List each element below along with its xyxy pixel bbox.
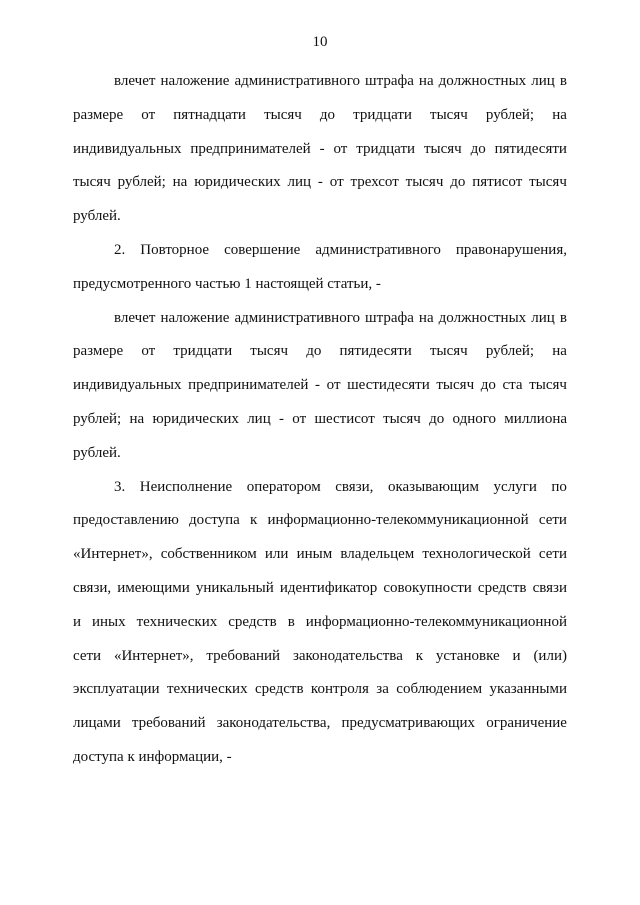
paragraph-repeat-offense xyxy=(73,234,567,302)
word: тысяч xyxy=(264,106,302,123)
word: трехсот xyxy=(350,174,399,191)
word: юридических xyxy=(194,174,281,191)
word: «Интернет», xyxy=(73,546,153,563)
text-line: предусмотренного частью 1 настоящей статьи, - xyxy=(73,275,381,292)
word: размере xyxy=(73,343,124,360)
word: от xyxy=(141,106,156,123)
word: средств xyxy=(477,579,527,596)
word: в xyxy=(287,613,295,630)
text-line xyxy=(73,234,567,268)
word: пятисот xyxy=(472,174,523,191)
word: влечет xyxy=(114,309,156,326)
word: оператором xyxy=(246,478,321,495)
word: на xyxy=(418,73,434,89)
word: оказывающим xyxy=(387,478,479,495)
word: «Интернет», xyxy=(113,647,194,664)
text-line xyxy=(73,302,567,336)
word: на xyxy=(129,410,145,427)
text-line xyxy=(73,471,567,505)
word: иным xyxy=(296,546,333,563)
word: на xyxy=(552,343,567,360)
word: законодательства xyxy=(292,647,403,664)
word: контроля xyxy=(310,681,369,698)
word: до xyxy=(429,410,445,427)
word: законодательства, xyxy=(216,715,331,732)
page-number: 10 xyxy=(312,34,328,50)
word: эксплуатации xyxy=(73,681,160,698)
word: пятидесяти xyxy=(494,140,567,157)
word: рублей; xyxy=(485,343,535,360)
text-line: рублей. xyxy=(73,444,121,461)
text-line xyxy=(73,504,567,538)
word: шестидесяти xyxy=(347,377,430,394)
word: средств xyxy=(254,681,304,698)
word: до xyxy=(319,106,336,123)
word: пятидесяти xyxy=(339,343,412,360)
word: на xyxy=(552,106,567,123)
word: к xyxy=(415,647,424,664)
text-line: доступа к информации, - xyxy=(73,748,232,765)
word: тысяч xyxy=(436,377,475,394)
word: связи xyxy=(532,579,567,596)
text-line xyxy=(73,99,567,133)
word: и xyxy=(73,613,82,630)
word: лицами xyxy=(73,715,121,732)
word: сети xyxy=(538,512,567,529)
text-line xyxy=(73,369,567,403)
word: и xyxy=(512,647,521,664)
word: - xyxy=(317,174,323,191)
word: индивидуальных xyxy=(73,140,182,157)
word: средств xyxy=(228,613,277,630)
word: на xyxy=(172,174,188,191)
paragraph-operator-noncompliance xyxy=(73,471,567,775)
word: размере xyxy=(73,106,124,123)
word: тридцати xyxy=(173,343,233,360)
word: от xyxy=(292,410,307,427)
word: тридцати xyxy=(353,106,412,123)
word: технических xyxy=(136,613,218,630)
word: штрафа xyxy=(365,73,414,89)
word: требований xyxy=(206,647,281,664)
text-line xyxy=(73,640,567,674)
word: до xyxy=(470,140,486,157)
word: владельцем xyxy=(340,546,415,563)
word: требований xyxy=(131,715,206,732)
word: установке xyxy=(435,647,500,664)
word: тысяч xyxy=(529,377,567,394)
word: - xyxy=(315,377,321,394)
word: должностных xyxy=(438,73,527,89)
word: - xyxy=(279,410,285,427)
word: или xyxy=(264,546,289,563)
word: предусматривающих xyxy=(341,715,476,732)
word: лиц xyxy=(247,410,271,427)
word: связи, xyxy=(73,579,112,596)
word: лиц xyxy=(531,73,555,89)
word: наложение xyxy=(160,73,230,89)
word: технологической xyxy=(422,546,531,563)
word: совокупности xyxy=(383,579,472,596)
word: административного xyxy=(234,73,360,89)
text-line xyxy=(73,65,567,99)
text-line: рублей. xyxy=(73,208,121,225)
text-line xyxy=(73,606,567,640)
word: 3. xyxy=(114,478,126,495)
word: Повторное xyxy=(140,241,210,258)
word: административного xyxy=(234,309,360,326)
document-body xyxy=(73,65,567,775)
word: рублей; xyxy=(485,106,535,123)
word: в xyxy=(559,309,567,326)
word: технических xyxy=(166,681,248,698)
word: от xyxy=(141,343,156,360)
word: от xyxy=(326,377,341,394)
word: тысяч xyxy=(383,410,421,427)
word: информационно-телекоммуникационной xyxy=(305,613,567,630)
word: предпринимателей xyxy=(190,140,311,157)
paragraph-penalty-officials xyxy=(73,65,567,234)
word: юридических xyxy=(152,410,239,427)
word: правонарушения, xyxy=(455,241,567,258)
word: 2. xyxy=(114,241,126,258)
word: идентификатор xyxy=(279,579,378,596)
word: (или) xyxy=(533,647,567,664)
word: указанными xyxy=(489,681,567,698)
word: ограничение xyxy=(486,715,567,732)
paragraph-repeat-penalty xyxy=(73,302,567,471)
word: услуги xyxy=(493,478,537,495)
word: предоставлению xyxy=(73,512,179,529)
word: за xyxy=(376,681,389,698)
text-line xyxy=(73,538,567,572)
word: собственником xyxy=(160,546,257,563)
word: Неисполнение xyxy=(139,478,233,495)
word: в xyxy=(559,73,567,89)
word: по xyxy=(551,478,567,495)
word: тысяч xyxy=(429,343,468,360)
word: должностных xyxy=(438,309,527,326)
word: тысяч xyxy=(430,106,468,123)
word: предпринимателей xyxy=(188,377,309,394)
word: связи, xyxy=(335,478,374,495)
word: рублей; xyxy=(73,410,122,427)
word: информационно-телекоммуникационной xyxy=(267,512,529,529)
text-line xyxy=(73,673,567,707)
word: лиц xyxy=(287,174,312,191)
word: штрафа xyxy=(365,309,414,326)
text-line xyxy=(73,707,567,741)
text-line xyxy=(73,572,567,606)
word: тысяч xyxy=(529,174,567,191)
word: тысяч xyxy=(73,174,111,191)
word: рублей; xyxy=(117,174,166,191)
text-line xyxy=(73,133,567,167)
word: сети xyxy=(538,546,567,563)
word: пятнадцати xyxy=(173,106,246,123)
word: одного xyxy=(452,410,497,427)
word: от xyxy=(333,140,348,157)
word: тысяч xyxy=(423,140,462,157)
word: к xyxy=(249,512,258,529)
word: административного xyxy=(315,241,441,258)
word: влечет xyxy=(114,73,156,89)
word: имеющими xyxy=(117,579,190,596)
word: уникальный xyxy=(195,579,274,596)
word: тысяч xyxy=(250,343,289,360)
word: индивидуальных xyxy=(73,377,182,394)
word: - xyxy=(319,140,325,157)
word: лиц xyxy=(531,309,555,326)
word: сети xyxy=(73,647,102,664)
word: наложение xyxy=(160,309,230,326)
word: шестисот xyxy=(314,410,375,427)
word: миллиона xyxy=(504,410,567,427)
word: до xyxy=(480,377,496,394)
word: доступа xyxy=(189,512,240,529)
text-line xyxy=(73,166,567,200)
word: совершение xyxy=(224,241,301,258)
word: тысяч xyxy=(405,174,444,191)
text-line xyxy=(73,403,567,437)
word: иных xyxy=(92,613,126,630)
word: соблюдением xyxy=(396,681,483,698)
word: до xyxy=(306,343,322,360)
word: ста xyxy=(502,377,523,394)
text-line xyxy=(73,335,567,369)
word: от xyxy=(329,174,344,191)
word: тридцати xyxy=(356,140,416,157)
word: на xyxy=(418,309,434,326)
word: до xyxy=(450,174,466,191)
